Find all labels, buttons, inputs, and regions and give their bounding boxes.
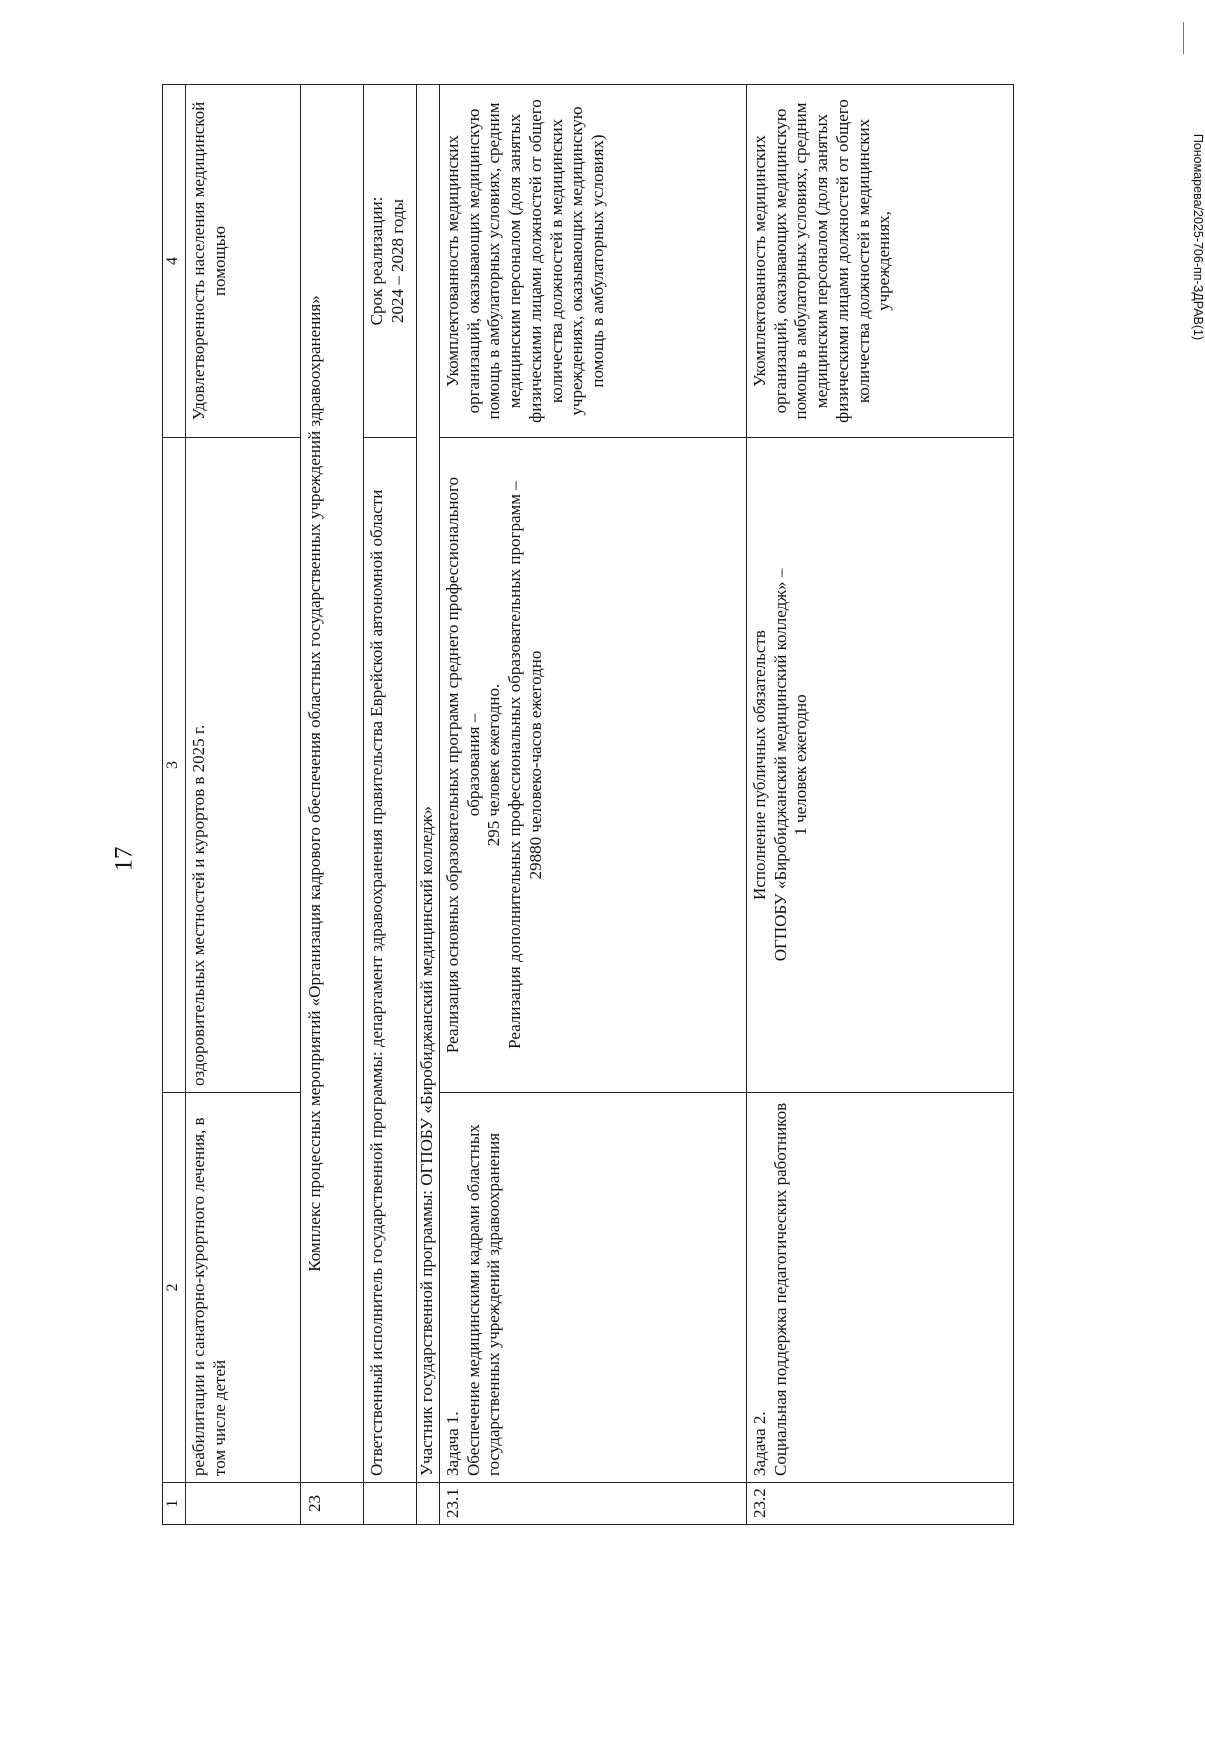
period-value: 2024 – 2028 годы bbox=[387, 199, 407, 323]
program-participant: Участник государственной программы: ОГПОБУ «Биробиджанский медицинский колледж» bbox=[417, 85, 440, 1483]
result-line: ОГПОБУ «Биробиджанский медицинский колледж» – bbox=[770, 568, 790, 962]
cell-num bbox=[364, 1483, 417, 1525]
cell-indicator: Укомплектованность медицинских организаций, оказывающих медицинскую помощь в амбулаторных условиях, средним медицинским персоналом (доля занятых физическими лицами должностей от общего количества должностей в медицинских учреждениях, оказывающих медицинскую помощь в амбулаторных условиях) bbox=[440, 85, 747, 438]
result-line: Исполнение публичных обязательств bbox=[750, 630, 769, 900]
table-row-23 bbox=[301, 85, 364, 1525]
rotated-table bbox=[162, 85, 1167, 1525]
cell-num: 23.1 bbox=[440, 1483, 747, 1525]
cell-indicator: Удовлетворенность населения медицинской помощью bbox=[186, 85, 301, 438]
document-reference: Пономарева/2025-706-пп-ЗДРАВ(1) bbox=[1191, 133, 1205, 341]
table-row-continued bbox=[186, 85, 301, 1525]
margin-line bbox=[1183, 22, 1184, 54]
header-row bbox=[163, 85, 186, 1525]
cell-num: 23 bbox=[301, 1483, 364, 1525]
section-title: Комплекс процессных мероприятий «Организация кадрового обеспечения областных государственных учреждений здравоохранения» bbox=[301, 85, 364, 1483]
cell-task: реабилитации и санаторно-курортного лечения, в том числе детей bbox=[186, 1093, 301, 1483]
cell-num bbox=[417, 1483, 440, 1525]
result-line: 295 человек ежегодно. bbox=[484, 683, 504, 847]
task-label: Задача 1. bbox=[443, 1411, 462, 1476]
header-col-4: 4 bbox=[163, 85, 186, 438]
task-text: Обеспечение медицинскими кадрами областных государственных учреждений здравоохранения bbox=[463, 1124, 504, 1476]
page-number: 17 bbox=[110, 846, 138, 872]
cell-task bbox=[747, 1093, 1014, 1483]
responsible-executor: Ответственный исполнитель государственной программы: департамент здравоохранения правительства Еврейской автономной области bbox=[364, 438, 417, 1483]
table-row-23-1 bbox=[440, 85, 747, 1525]
table-row-responsible bbox=[364, 85, 417, 1525]
header-col-1: 1 bbox=[163, 1483, 186, 1525]
result-line: 29880 человеко-часов ежегодно bbox=[525, 650, 545, 880]
program-table bbox=[162, 84, 1014, 1525]
result-line: Реализация основных образовательных программ среднего профессионального образования – bbox=[443, 476, 483, 1054]
task-label: Задача 2. bbox=[750, 1411, 769, 1476]
cell-num bbox=[186, 1483, 301, 1525]
implementation-period bbox=[364, 85, 417, 438]
table-row-participant bbox=[417, 85, 440, 1525]
cell-num: 23.2 bbox=[747, 1483, 1014, 1525]
result-line: Реализация дополнительных профессиональных образовательных программ – bbox=[505, 481, 525, 1049]
cell-result bbox=[747, 438, 1014, 1093]
table-container bbox=[162, 85, 1167, 1525]
result-line: 1 человек ежегодно bbox=[791, 694, 811, 836]
table-row-23-2 bbox=[747, 85, 1014, 1525]
period-label: Срок реализации: bbox=[367, 196, 386, 326]
cell-result: оздоровительных местностей и курортов в 2025 г. bbox=[186, 438, 301, 1093]
header-col-2: 2 bbox=[163, 1093, 186, 1483]
task-text: Социальная поддержка педагогических работников bbox=[770, 1102, 790, 1476]
cell-result bbox=[440, 438, 747, 1093]
header-col-3: 3 bbox=[163, 438, 186, 1093]
cell-task bbox=[440, 1093, 747, 1483]
cell-indicator: Укомплектованность медицинских организаций, оказывающих медицинскую помощь в амбулаторных условиях, средним медицинским персоналом (доля занятых физическими лицами должностей от общего количества должностей в медицинских учреждениях, bbox=[747, 85, 1014, 438]
